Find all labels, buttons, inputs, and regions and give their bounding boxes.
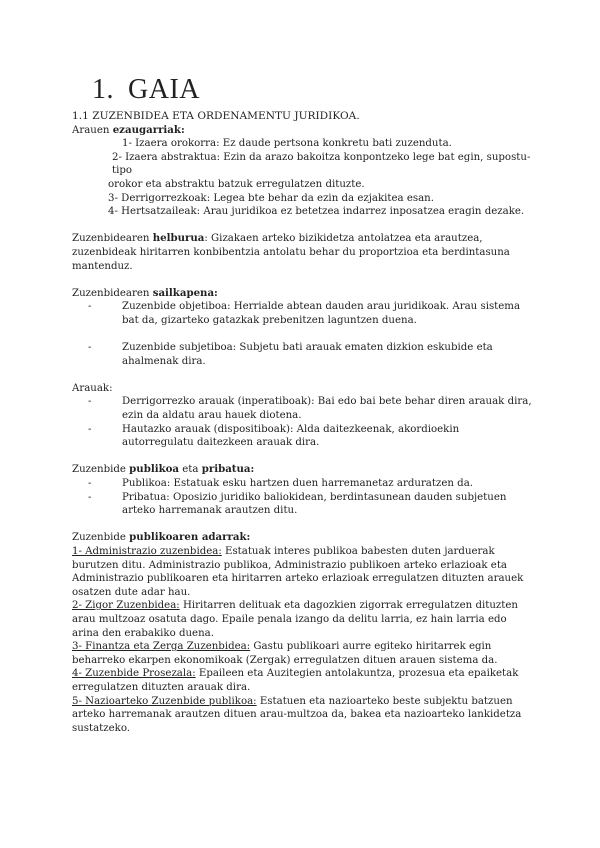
list-item: 3- Derrigorrezkoak: Legea bte behar da ezin da ezjakitea esan. bbox=[108, 192, 434, 204]
ezaugarriak-list bbox=[108, 137, 534, 219]
adarra-item: 4- Zuzenbide Prosezala: Epaileen eta Auzitegien antolakuntza, prozesua eta epaiketak erregulatzen dituzten arauak dira. bbox=[72, 668, 519, 693]
list-item: orokor eta abstraktu batzuk erregulatzen dituzte. bbox=[108, 178, 365, 190]
list-item: - Publikoa: Estatuak esku hartzen duen harremanetaz arduratzen da. bbox=[88, 477, 534, 491]
adarrak-heading: Zuzenbide publikoaren adarrak: bbox=[72, 531, 251, 544]
title-text: GAIA bbox=[128, 74, 200, 105]
list-item: - Zuzenbide subjetiboa: Subjetu bati arauak ematen dizkion eskubide eta ahalmenak dira. bbox=[88, 341, 534, 368]
adarra-item: 2- Zigor Zuzenbidea: Hiritarren delituak eta dagozkien zigorrak erregulatzen dituzten arau multzoaz osatuta dago. Epaile penala izango da delitu larria, ez hain larria edo arina den erabakiko duena. bbox=[72, 600, 518, 639]
helburua-paragraph: Zuzenbidearen helburua: Gizakaen arteko bizikidetza antolatzea eta arautzea, zuzenbideak hiritarren konbibentzia antolatu behar du proportzioa eta berdintasuna mantenduz. bbox=[72, 232, 510, 272]
list-item: 2- Izaera abstraktua: Ezin da arazo bakoitza konpontzeko lege bat egin, supostu-tipo bbox=[112, 151, 531, 177]
sailkapena-heading: Zuzenbidearen sailkapena: bbox=[72, 286, 218, 299]
list-item: - Pribatua: Oposizio juridiko baliokidean, berdintasunean dauden subjetuen arteko harremanak arautzen ditu. bbox=[88, 491, 534, 518]
arauak-heading: Arauak: bbox=[72, 382, 113, 394]
section-subtitle: 1.1 ZUZENBIDEA ETA ORDENAMENTU JURIDIKOA. bbox=[72, 110, 360, 122]
adarra-item: 3- Finantza eta Zerga Zuzenbidea: Gastu publikoari aurre egiteko hiritarrek egin beharreko ekarpen ekonomikoak (Zergak) erregulatzen dituen arauen sistema da. bbox=[72, 641, 498, 666]
document-page bbox=[72, 72, 534, 735]
list-item: 4- Hertsatzaileak: Arau juridikoa ez betetzea indarrez inposatzea eragin dezake. bbox=[108, 206, 525, 218]
list-item: - Zuzenbide objetiboa: Herrialde abtean dauden arau juridikoak. Arau sistema bat da, gizarteko gatazkak prebenitzen laguntzen duena. bbox=[88, 300, 534, 327]
adarra-item: 5- Nazioarteko Zuzenbide publikoa: Estatuen eta nazioarteko beste subjektu batzuen arteko harremanak arautzen dituen arau-multzoa da, bakea eta nazioarteko lankidetza sustatzeko. bbox=[72, 695, 522, 734]
title-number: 1. bbox=[92, 74, 114, 105]
list-item: - Derrigorrezko arauak (inperatiboak): Bai edo bai bete behar diren arauak dira, ezin da aldatu arau hauek diotena. bbox=[88, 395, 534, 422]
list-item: - Hautazko arauak (dispositiboak): Alda daitezkeenak, akordioekin autorregulatu daitezkeen arauak dira. bbox=[88, 423, 534, 450]
publikoa-heading: Zuzenbide publikoa eta pribatua: bbox=[72, 463, 255, 476]
arauen-heading: Arauen ezaugarriak: bbox=[72, 123, 185, 136]
page-title bbox=[92, 72, 534, 108]
list-item: 1- Izaera orokorra: Ez daude pertsona konkretu bati zuzenduta. bbox=[122, 138, 452, 150]
adarra-item: 1- Administrazio zuzenbidea: Estatuak interes publikoa babesten duten jarduerak burutzen ditu. Administrazio publikoa, Administrazio publikoen arteko erlazioak eta Administrazio publikoaren eta hiritarren arteko erlazioak erregulatzen dituzten arauek osatzen dute adar hau. bbox=[72, 546, 524, 598]
